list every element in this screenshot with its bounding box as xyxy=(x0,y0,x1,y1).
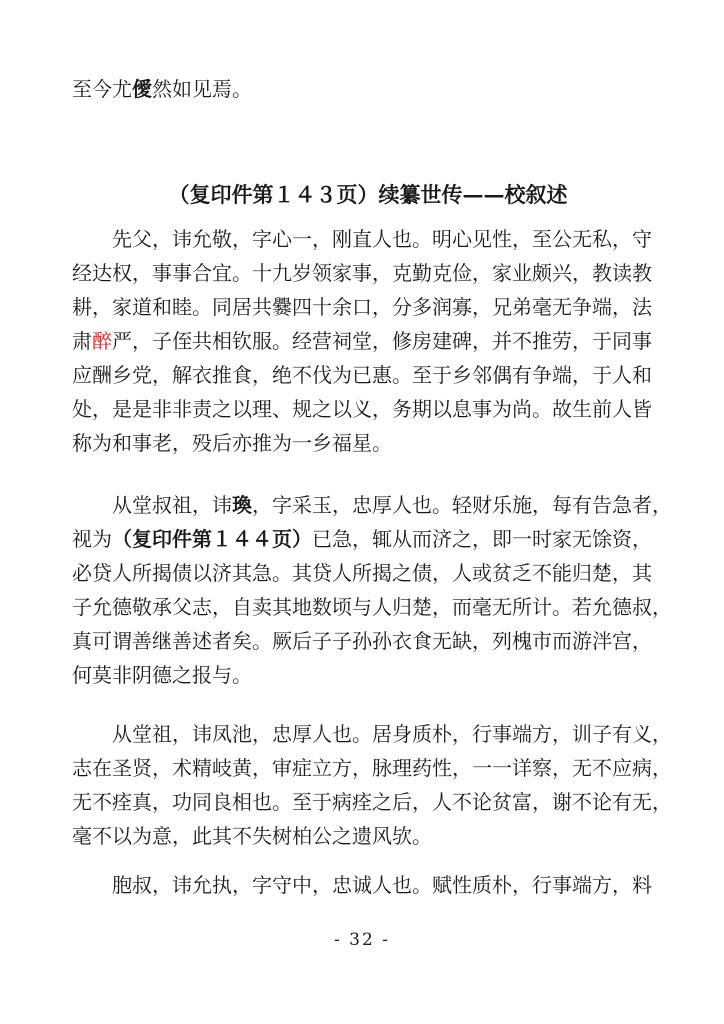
text-line: 经达权，事事合宜。十九岁领家事，克勤克俭，家业颇兴，教读教 xyxy=(72,261,652,285)
bold-char: 僾 xyxy=(132,77,152,101)
red-annotation-char: 醉 xyxy=(92,329,112,353)
page-number: - 32 - xyxy=(334,930,390,950)
text-line: 无不痊真，功同良相也。至于病痊之后，人不论贫富，谢不论有无， xyxy=(72,790,672,814)
page-reference: （复印件第１４４页） xyxy=(112,527,312,551)
paragraph-1 xyxy=(72,222,664,460)
section-heading xyxy=(72,178,664,212)
heading-prefix: （复印件第１４３页） xyxy=(168,182,379,207)
text-line: 真可谓善继善述者矣。厥后子子孙孙衣食无缺，列槐市而游泮宫， xyxy=(72,629,652,653)
text-line: 视为（复印件第１４４页）已急，辄从而济之，即一时家无馀资， xyxy=(72,527,652,551)
text-line: 毫不以为意，此其不失树柏公之遗风欤。 xyxy=(72,824,432,848)
heading-title: 续纂世传——校叙述 xyxy=(378,182,568,207)
text-line: 肃醉严，子侄共相钦服。经营祠堂，修房建碑，并不推劳，于同事 xyxy=(72,329,652,353)
text-line: 何莫非阴德之报与。 xyxy=(72,663,252,687)
text-line: 应酬乡党，解衣推食，绝不伐为已惠。至于乡邻偶有争端，于人和 xyxy=(72,363,652,387)
intro-line xyxy=(72,72,664,106)
paragraph-3 xyxy=(72,717,672,853)
text-line: 先父，讳允敬，字心一，刚直人也。明心见性，至公无私，守 xyxy=(112,227,652,251)
text-line: 从堂祖，讳凤池，忠厚人也。居身质朴，行事端方，训子有义， xyxy=(112,722,672,746)
text-line: 耕，家道和睦。同居共爨四十余口，分多润寡，兄弟毫无争端，法 xyxy=(72,295,652,319)
text-line: 志在圣贤，术精岐黄，审症立方，脉理药性，一一详察，无不应病， xyxy=(72,756,672,780)
bold-char: 瑍 xyxy=(232,493,252,517)
text-line: 处，是是非非责之以理、规之以义，务期以息事为尚。故生前人皆 xyxy=(72,397,652,421)
text-line: 胞叔，讳允执，字守中，忠诚人也。赋性质朴，行事端方，料 xyxy=(112,873,652,897)
paragraph-2 xyxy=(72,488,672,692)
text-line: 必贷人所揭债以济其急。其贷人所揭之债，人或贫乏不能归楚，其 xyxy=(72,561,652,585)
text-line: 称为和事老，殁后亦推为一乡福星。 xyxy=(72,431,392,455)
paragraph-4 xyxy=(72,868,664,902)
text-line: 至今尤僾然如见焉。 xyxy=(72,77,252,101)
text-line: 从堂叔祖，讳瑍，字采玉，忠厚人也。轻财乐施，每有告急者， xyxy=(112,493,672,517)
text-line: 子允德敬承父志，自卖其地数顷与人归楚，而毫无所计。若允德叔， xyxy=(72,595,672,619)
